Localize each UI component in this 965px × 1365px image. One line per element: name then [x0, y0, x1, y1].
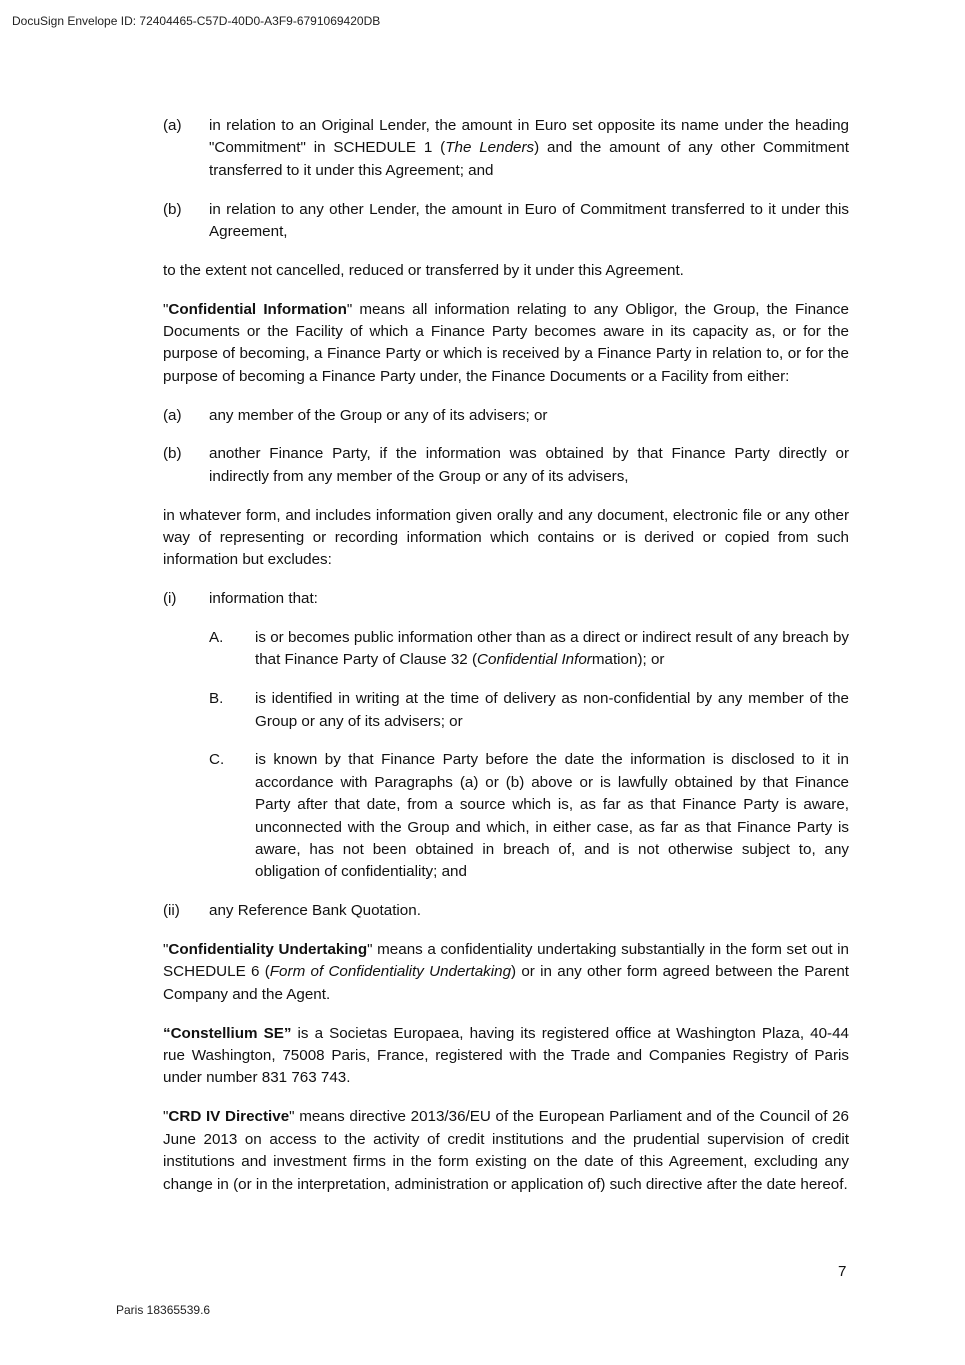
page-number: 7	[838, 1263, 847, 1280]
item-label: A.	[209, 629, 224, 647]
ci-item-i	[163, 588, 849, 610]
defined-term: Confidentiality Undertaking	[168, 941, 368, 959]
item-text: information that:	[209, 590, 318, 608]
ci-item-a	[163, 405, 849, 427]
item-label: (i)	[163, 590, 177, 608]
envelope-id: DocuSign Envelope ID: 72404465-C57D-40D0-A3F9-6791069420DB	[12, 14, 381, 28]
ci-subitem-C	[163, 749, 849, 883]
defined-term: CRD IV Directive	[168, 1108, 290, 1126]
definition-confidentiality-undertaking: "Confidentiality Undertaking" means a confidentiality undertaking substantially in the form set out in SCHEDULE 6 (Form of Confidentiality Undertaking) or in any other form agreed between the Parent Company and the Agent.	[163, 941, 850, 1003]
definition-crd-iv-directive: "CRD IV Directive" means directive 2013/36/EU of the European Parliament and of the Council of 26 June 2013 on access to the activity of credit institutions and the prudential supervision of credit institutions and investment firms in the form existing on the date of this Agreement, excluding any change in (or in the interpretation, administration or application of) such directive after the date hereof.	[163, 1108, 849, 1193]
definition-constellium-se: “Constellium SE” is a Societas Europaea, having its registered office at Washington Plaza, 40-44 rue Washington, 75008 Paris, France, registered with the Trade and Companies Registry of Paris under number 831 763 743.	[163, 1024, 849, 1087]
item-label: (a)	[163, 406, 182, 424]
ci-item-b	[163, 443, 849, 488]
item-label: B.	[209, 690, 224, 708]
document-body	[163, 115, 849, 1196]
commitment-tail: to the extent not cancelled, reduced or transferred by it under this Agreement.	[163, 261, 684, 279]
commitment-item-b	[163, 199, 849, 244]
item-text: another Finance Party, if the information was obtained by that Finance Party directly or indirectly from any member of the Group or any of its advisers,	[209, 445, 849, 485]
item-text: in relation to an Original Lender, the amount in Euro set opposite its name under the heading "Commitment" in SCHEDULE 1 (The Lenders) and the amount of any other Commitment transferred to it under this Agreement; and	[209, 117, 849, 179]
item-label: (b)	[163, 200, 182, 218]
ci-subitem-B	[163, 688, 849, 733]
item-text: in relation to any other Lender, the amount in Euro of Commitment transferred to it under this Agreement,	[209, 200, 849, 241]
definition-confidential-information: "Confidential Information" means all information relating to any Obligor, the Group, the Finance Documents or the Facility of which a Finance Party becomes aware in its capacity as, or for the purpose of becoming, a Finance Party or which is received by a Finance Party in relation to, or for the purpose of becoming a Finance Party under, the Finance Documents or a Facility from either:	[163, 300, 849, 385]
item-label: (ii)	[163, 902, 180, 920]
commitment-item-a	[163, 115, 849, 182]
italic-reference: Form of Confidentiality Undertaking	[269, 963, 512, 981]
defined-term: “Constellium SE”	[163, 1024, 292, 1042]
item-text: is identified in writing at the time of delivery as non-confidential by any member of the Group or any of its advisers; or	[255, 690, 849, 730]
italic-reference: The Lenders	[445, 139, 535, 157]
italic-reference: Confidential Infor	[477, 651, 592, 669]
item-text: any member of the Group or any of its advisers; or	[209, 406, 548, 424]
footer-reference: Paris 18365539.6	[116, 1303, 211, 1317]
item-label: C.	[209, 751, 225, 769]
item-text: any Reference Bank Quotation.	[209, 902, 421, 920]
item-text: is or becomes public information other than as a direct or indirect result of any breach by that Finance Party of Clause 32 (Confidential Information); or	[255, 629, 849, 669]
ci-subitem-A	[163, 627, 849, 672]
item-label: (b)	[163, 445, 182, 463]
ci-middle: in whatever form, and includes information given orally and any document, electronic file or any other way of representing or recording information which contains or is derived or copied from such information but excludes:	[163, 506, 849, 569]
item-label: (a)	[163, 117, 182, 134]
item-text: is known by that Finance Party before the date the information is disclosed to it in accordance with Paragraphs (a) or (b) above or is lawfully obtained by that Finance Party after that date, from a source which is, as far as that Finance Party is aware, unconnected with the Group and which, in either case, as far as that Finance Party is aware, has not been obtained in breach of, and is not otherwise subject to, any obligation of confidentiality; and	[255, 751, 849, 881]
ci-item-ii	[163, 900, 849, 922]
defined-term: Confidential Information	[168, 300, 347, 318]
